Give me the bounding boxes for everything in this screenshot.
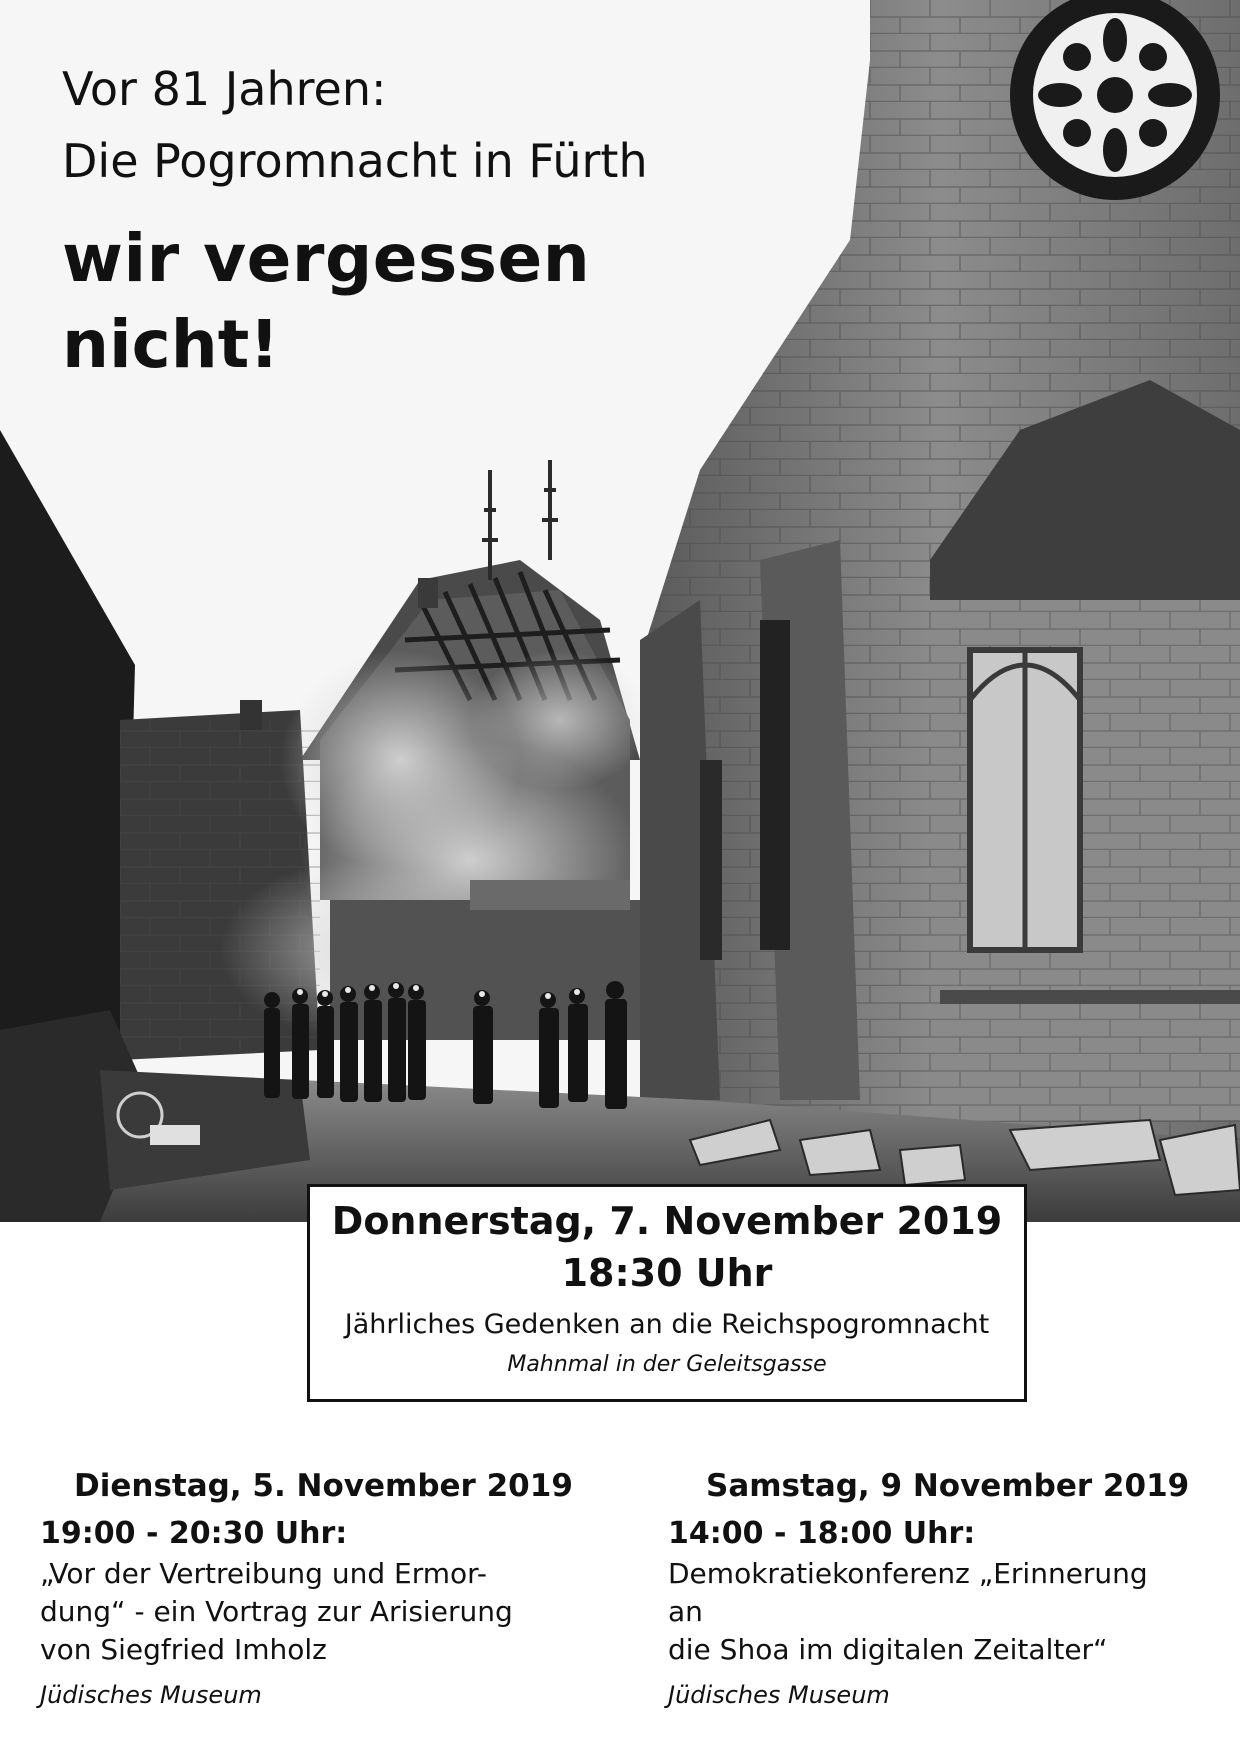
event-time: 14:00 - 18:00 Uhr: [668,1516,976,1551]
event-day: Dienstag, 5. November 2019 [74,1468,573,1504]
main-event-place: Mahnmal in der Geleitsgasse [507,1352,827,1377]
headline-year: Vor 81 Jahren: [62,62,387,116]
event-description: „Vor der Vertreibung und Ermor- dung“ - ein Vortrag zur Arisierung von Siegfried Imholz [40,1557,513,1666]
event-time: 19:00 - 20:30 Uhr: [40,1516,348,1551]
event-venue: Jüdisches Museum [40,1681,262,1709]
main-event-time: 18:30 Uhr [561,1251,773,1295]
main-event-day: Donnerstag, 7. November 2019 [331,1199,1003,1243]
main-event-box [307,1184,1027,1402]
event-day: Samstag, 9 November 2019 [706,1468,1190,1504]
event-description: Demokratiekonferenz „Erinnerung an die Shoa im digitalen Zeitalter“ [668,1557,1148,1666]
event-venue: Jüdisches Museum [668,1681,890,1709]
main-event-title: Jährliches Gedenken an die Reichspogromnacht [344,1309,990,1340]
headline-slogan-line1: wir vergessen [62,220,591,297]
headline-subtitle: Die Pogromnacht in Fürth [62,134,648,188]
headline-slogan-line2: nicht! [62,306,280,383]
event-saturday [668,1468,1188,1709]
event-tuesday [40,1468,573,1709]
